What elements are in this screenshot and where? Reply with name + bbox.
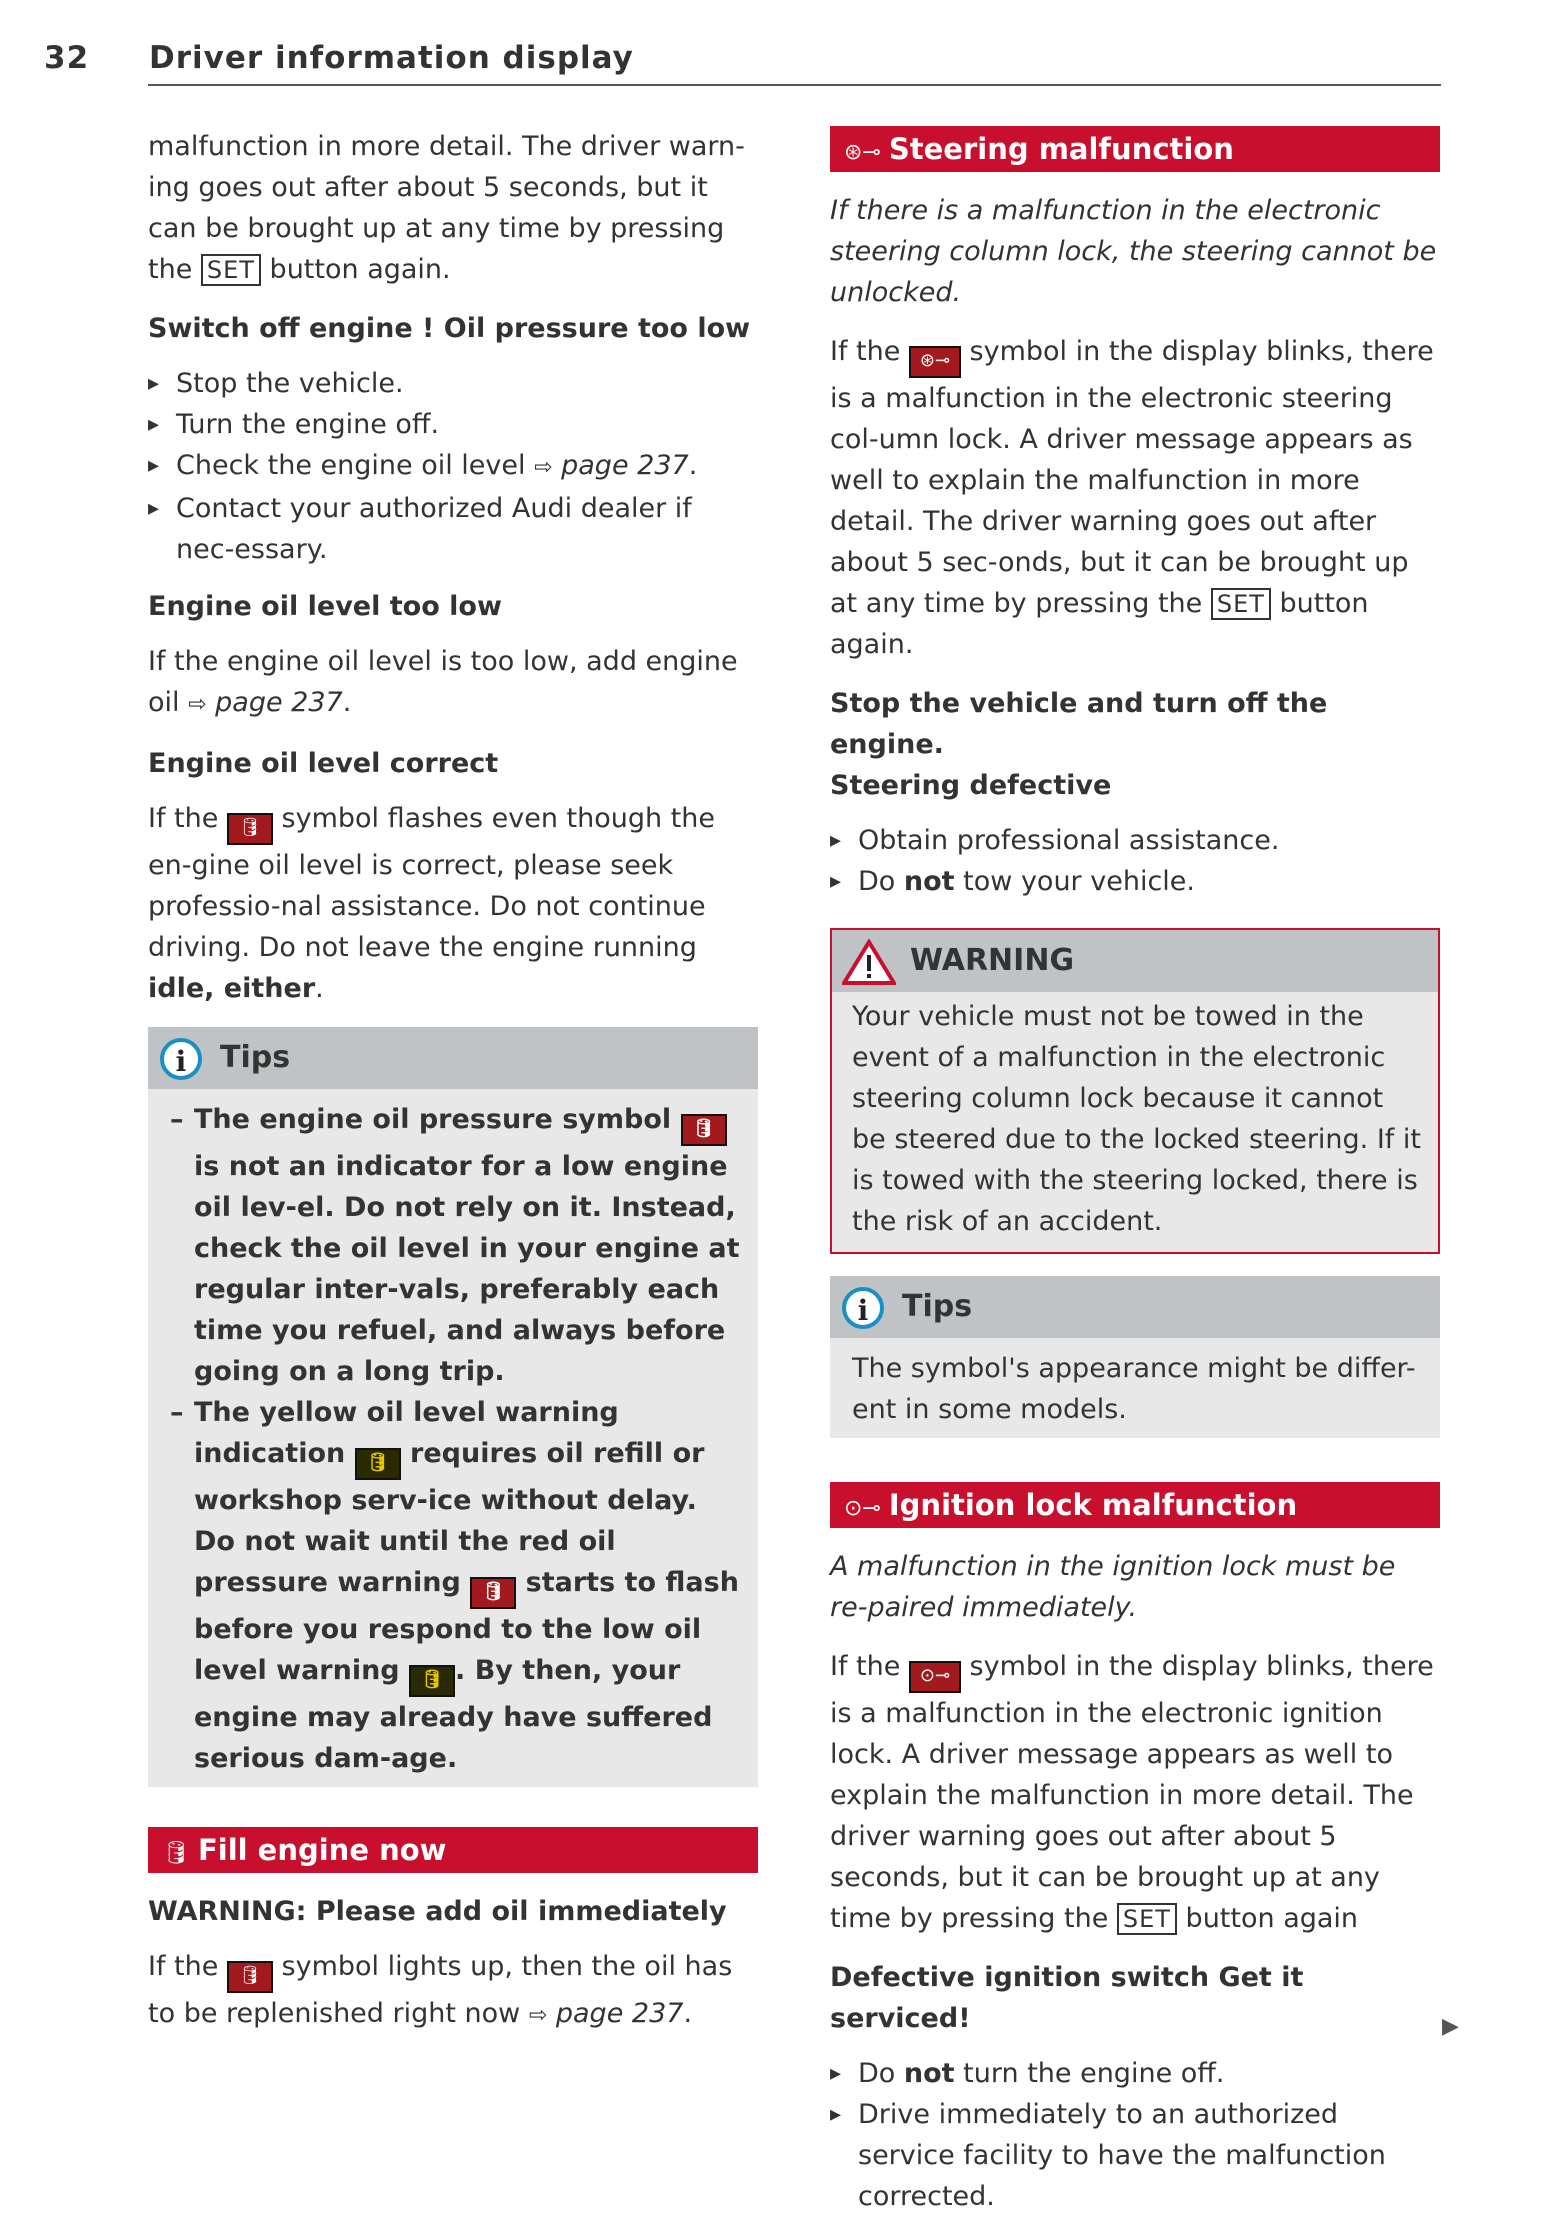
- list-item: ▸ Do not tow your vehicle.: [830, 861, 1440, 902]
- list-item: ▸ Stop the vehicle.: [148, 363, 758, 404]
- page-header: [44, 38, 1441, 86]
- page-arrow-icon: ⇨: [188, 692, 207, 717]
- ignition-lead: A malfunction in the ignition lock must be re-paired immediately.: [830, 1551, 1396, 1623]
- tips-header: i Tips: [148, 1027, 758, 1089]
- list-item: ▸ Turn the engine off.: [148, 404, 758, 445]
- warning-text: Your vehicle must not be towed in the event of a malfunction in the electronic steering column lock because it cannot be steered due to the locked steering. If it is towed with the steering locked, there is the risk of an accident.: [852, 1001, 1421, 1237]
- list-item: ▸ Obtain professional assistance.: [830, 820, 1440, 861]
- warning-header: WARNING: [832, 930, 1438, 992]
- tips-box-left: [148, 1027, 758, 1787]
- oil-level-yellow-icon: 🛢: [355, 1448, 401, 1480]
- left-column: [148, 126, 758, 2054]
- ignition-banner: ⊙⊸ Ignition lock malfunction: [830, 1482, 1440, 1528]
- continue-arrow-icon[interactable]: ▶: [1442, 2014, 1459, 2039]
- page-arrow-icon: ⇨: [534, 455, 553, 480]
- list-item: – The yellow oil level warning indication 🛢 requires oil refill or workshop serv-ice without delay. Do not wait until the red oil pressure warning 🛢 starts to flash before you respond to the low oil level warning 🛢 . By then, your engine may already have suffered serious dam-age.: [170, 1392, 742, 1779]
- page-number: 32: [44, 40, 90, 76]
- ignition-paragraph: If the ⊙⊸ symbol in the display blinks, there is a malfunction in the electronic ignition lock. A driver message appears as well to explain the malfunction in more detail. The driver warning goes out after about 5 seconds, but it can be brought up at any time by pressing the SET button again: [830, 1651, 1434, 1934]
- list-item: ▸ Drive immediately to an authorized service facility to have the malfunction corrected.: [830, 2094, 1440, 2217]
- set-key: SET: [1211, 588, 1271, 620]
- page-ref-link[interactable]: page 237: [561, 450, 689, 481]
- oil-can-icon: 🛢: [162, 1841, 190, 1866]
- right-column: [830, 126, 1440, 2233]
- set-key: SET: [201, 254, 261, 286]
- oil-level-yellow-icon: 🛢: [409, 1665, 455, 1697]
- warning-triangle-icon: [842, 939, 896, 985]
- defective-steps: [830, 2053, 1440, 2217]
- list-item: ▸ Check the engine oil level ⇨ page 237.: [148, 445, 758, 488]
- steering-paragraph: If the ⊛⊸ symbol in the display blinks, there is a malfunction in the electronic steering col-umn lock. A driver message appears as well to explain the malfunction in more detail. The driver warning goes out after about 5 sec-onds, but it can be brought up at any time by pressing the SET button again.: [830, 336, 1434, 660]
- list-item: ▸ Do not turn the engine off.: [830, 2053, 1440, 2094]
- page-arrow-icon: ⇨: [528, 2003, 548, 2028]
- oil-correct-paragraph: If the 🛢 symbol flashes even though the en-gine oil level is correct, please seek professio-nal assistance. Do not continue driving. Do not leave the engine running idle, either.: [148, 803, 715, 1004]
- fill-warning-heading: WARNING: Please add oil immediately: [148, 1896, 727, 1927]
- oil-pressure-red-icon: 🛢: [681, 1114, 727, 1146]
- oil-pressure-red-icon: 🛢: [470, 1577, 516, 1609]
- fill-paragraph: If the 🛢 symbol lights up, then the oil has to be replenished right now ⇨ page 237.: [148, 1951, 733, 2029]
- set-key: SET: [1117, 1903, 1177, 1935]
- info-icon: i: [842, 1287, 884, 1329]
- tips-text: The symbol's appearance might be differ-ent in some models.: [852, 1353, 1416, 1425]
- page-ref-link[interactable]: page 237: [555, 1998, 684, 2029]
- tips-header: i Tips: [830, 1276, 1440, 1338]
- tips-box-right: [830, 1276, 1440, 1438]
- oil-low-heading: Engine oil level too low: [148, 591, 502, 622]
- info-icon: i: [160, 1038, 202, 1080]
- oil-low-paragraph: If the engine oil level is too low, add engine oil ⇨ page 237.: [148, 646, 738, 718]
- steering-lock-icon: ⊛⊸: [909, 346, 961, 378]
- warning-box: [830, 928, 1440, 1254]
- oil-pressure-red-icon: 🛢: [227, 813, 273, 845]
- oil-pressure-red-icon: 🛢: [227, 1961, 273, 1993]
- fill-engine-banner: 🛢 Fill engine now: [148, 1827, 758, 1873]
- oil-pressure-steps: [148, 363, 758, 570]
- ignition-lock-icon: ⊙⊸: [909, 1661, 961, 1693]
- oil-correct-heading: Engine oil level correct: [148, 748, 499, 779]
- intro-paragraph: malfunction in more detail. The driver warn-ing goes out after about 5 seconds, but it can be brought up at any time by pressing the SET button again.: [148, 131, 745, 285]
- stop-heading-2: Steering defective: [830, 770, 1112, 801]
- stop-heading-1: Stop the vehicle and turn off the engine.: [830, 688, 1328, 760]
- tips-list: [170, 1099, 742, 1779]
- page-ref-link[interactable]: page 237: [215, 687, 343, 718]
- steering-banner: ⊛⊸ Steering malfunction: [830, 126, 1440, 172]
- steering-lead: If there is a malfunction in the electronic steering column lock, the steering cannot be unlocked.: [830, 195, 1437, 308]
- oil-pressure-heading: Switch off engine ! Oil pressure too low: [148, 313, 751, 344]
- stop-steps: [830, 820, 1440, 902]
- header-rule: [148, 84, 1441, 86]
- list-item: – The engine oil pressure symbol 🛢 is not an indicator for a low engine oil lev-el. Do not rely on it. Instead, check the oil level in your engine at regular inter-vals, preferably each time you refuel, and always before going on a long trip.: [170, 1099, 742, 1392]
- steering-lock-icon: ⊛⊸: [844, 140, 881, 165]
- defective-heading: Defective ignition switch Get it serviced!: [830, 1962, 1304, 2034]
- section-title: Driver information display: [149, 40, 634, 76]
- list-item: ▸ Contact your authorized Audi dealer if nec-essary.: [148, 488, 758, 570]
- ignition-lock-icon: ⊙⊸: [844, 1496, 881, 1521]
